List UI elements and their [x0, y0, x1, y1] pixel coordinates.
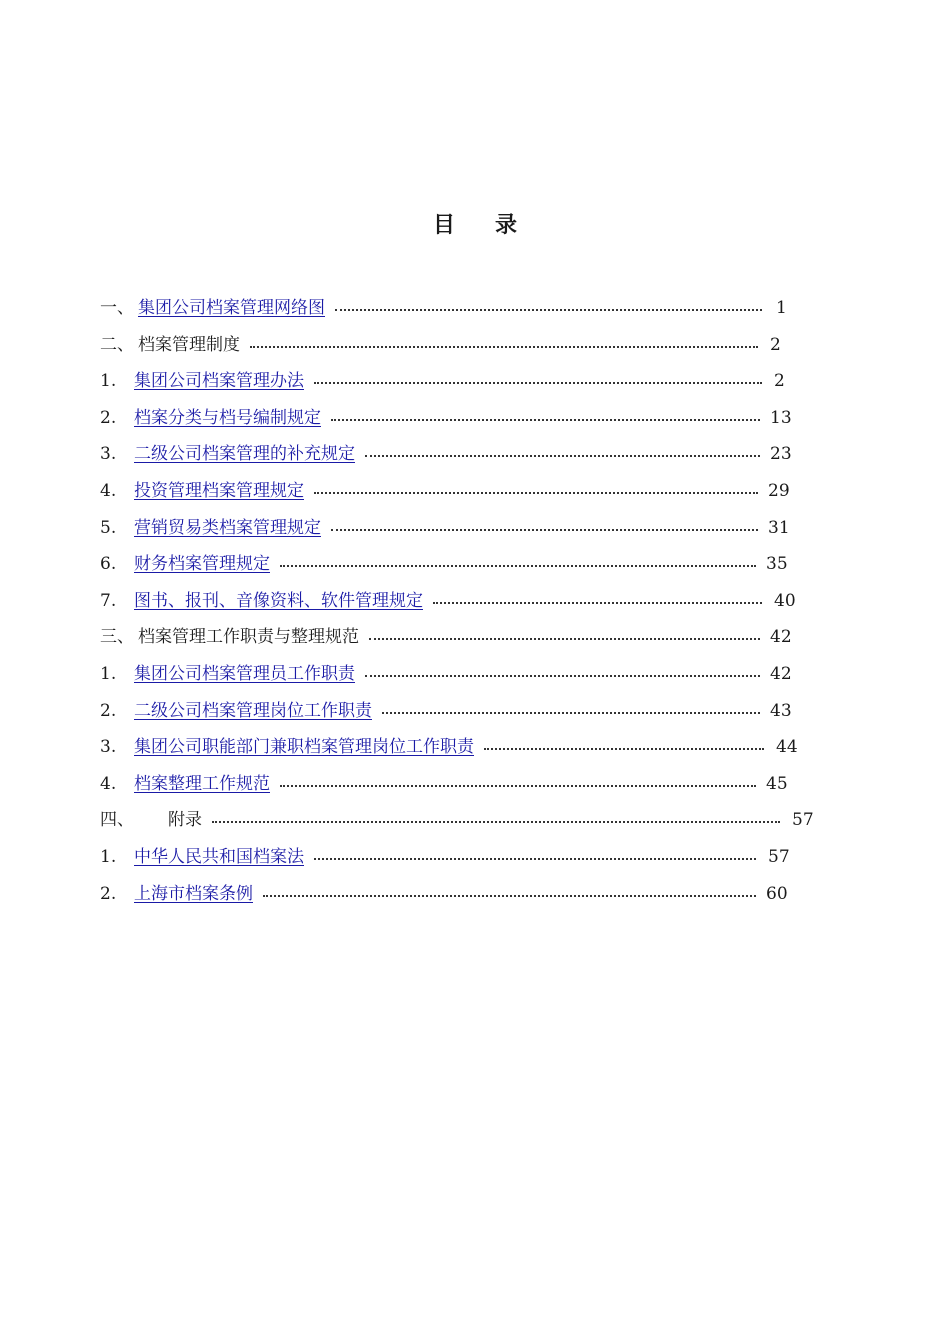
toc-leader-dots [314, 382, 762, 384]
toc-entry-heading: 档案管理工作职责与整理规范 [138, 627, 359, 648]
toc-entry-heading: 档案管理制度 [138, 334, 240, 355]
toc-page-number: 31 [768, 517, 790, 538]
toc-entry-number: 一、 [100, 298, 134, 318]
toc-entry-link[interactable]: 集团公司档案管理员工作职责 [134, 663, 355, 684]
toc-leader-dots [314, 858, 756, 860]
toc-page-number: 43 [770, 700, 792, 721]
toc-entry-link[interactable]: 集团公司职能部门兼职档案管理岗位工作职责 [134, 737, 474, 758]
toc-entry [100, 876, 820, 913]
toc-entry-link[interactable]: 财务档案管理规定 [134, 554, 270, 575]
toc-entry-link[interactable]: 二级公司档案管理的补充规定 [134, 444, 355, 465]
toc-leader-dots [382, 712, 760, 714]
toc-entry [100, 290, 820, 327]
toc-page-number: 42 [770, 663, 792, 684]
toc-entry [100, 729, 820, 766]
toc-leader-dots [369, 638, 760, 640]
toc-entry-number: 4. [100, 773, 117, 794]
toc-page-number: 23 [770, 444, 792, 465]
toc-entry-link[interactable]: 档案分类与档号编制规定 [134, 407, 321, 428]
toc-page-number: 40 [774, 590, 796, 611]
toc-leader-dots [263, 895, 756, 897]
toc-leader-dots [331, 419, 760, 421]
toc-entry-number: 3. [100, 444, 117, 465]
toc-entry-link[interactable]: 档案整理工作规范 [134, 773, 270, 794]
toc-leader-dots [212, 821, 780, 823]
toc-entry [100, 583, 820, 620]
toc-entry [100, 363, 820, 400]
toc-entry [100, 436, 820, 473]
toc-entry-number: 7. [100, 590, 117, 611]
toc-leader-dots [433, 602, 762, 604]
toc-page-number: 2 [774, 371, 785, 392]
title-char-2: 录 [495, 212, 518, 238]
toc-entry [100, 473, 820, 510]
toc-page-number: 60 [766, 883, 788, 904]
toc-page-number: 29 [768, 480, 790, 501]
toc-entry-number: 1. [100, 846, 117, 867]
toc-page-number: 45 [766, 773, 788, 794]
toc-leader-dots [365, 455, 760, 457]
toc-page-number: 44 [776, 737, 798, 758]
toc-page-number: 42 [770, 627, 792, 648]
toc-page-number: 57 [768, 846, 790, 867]
toc-entry-link[interactable]: 营销贸易类档案管理规定 [134, 517, 321, 538]
toc-entry [100, 510, 820, 547]
toc-entry-number: 二、 [100, 334, 134, 355]
toc-entry [100, 656, 820, 693]
toc-entry-number: 2. [100, 407, 117, 428]
toc-entry-heading: 附录 [168, 810, 202, 831]
toc-entry-number: 3. [100, 737, 117, 758]
toc-entry-link[interactable]: 集团公司档案管理网络图 [138, 298, 325, 318]
toc-entry-number: 四、 [100, 810, 134, 831]
toc-entry [100, 327, 820, 364]
toc-entry-link[interactable]: 图书、报刊、音像资料、软件管理规定 [134, 590, 423, 611]
toc-entry [100, 802, 820, 839]
toc-title [0, 208, 950, 239]
toc-entry-number: 1. [100, 371, 117, 392]
toc-leader-dots [365, 675, 760, 677]
toc-entry-number: 2. [100, 883, 117, 904]
toc-entry [100, 839, 820, 876]
toc-entry-number: 三、 [100, 627, 134, 648]
toc-page-number: 13 [770, 407, 792, 428]
toc-entry-number: 1. [100, 663, 117, 684]
toc-leader-dots [280, 785, 756, 787]
toc-entry-link[interactable]: 集团公司档案管理办法 [134, 371, 304, 392]
toc-leader-dots [250, 346, 758, 348]
toc-entry-link[interactable]: 上海市档案条例 [134, 883, 253, 904]
toc-entry [100, 546, 820, 583]
toc-leader-dots [335, 309, 762, 311]
toc-entry-link[interactable]: 投资管理档案管理规定 [134, 480, 304, 501]
toc-page-number: 57 [792, 810, 814, 831]
toc-leader-dots [484, 748, 764, 750]
toc-entry [100, 766, 820, 803]
toc-entry [100, 400, 820, 437]
toc-entry [100, 619, 820, 656]
title-char-1: 目 [432, 212, 455, 238]
table-of-contents [100, 290, 820, 912]
toc-leader-dots [280, 565, 756, 567]
toc-entry-number: 6. [100, 554, 117, 575]
toc-entry-number: 2. [100, 700, 117, 721]
toc-entry-link[interactable]: 中华人民共和国档案法 [134, 846, 304, 867]
toc-page-number: 35 [766, 554, 788, 575]
toc-entry-number: 4. [100, 480, 117, 501]
toc-leader-dots [314, 492, 758, 494]
toc-entry-link[interactable]: 二级公司档案管理岗位工作职责 [134, 700, 372, 721]
toc-entry-number: 5. [100, 517, 117, 538]
toc-page-number: 2 [770, 334, 781, 355]
toc-leader-dots [331, 529, 758, 531]
toc-page-number: 1 [776, 298, 787, 318]
toc-entry [100, 693, 820, 730]
